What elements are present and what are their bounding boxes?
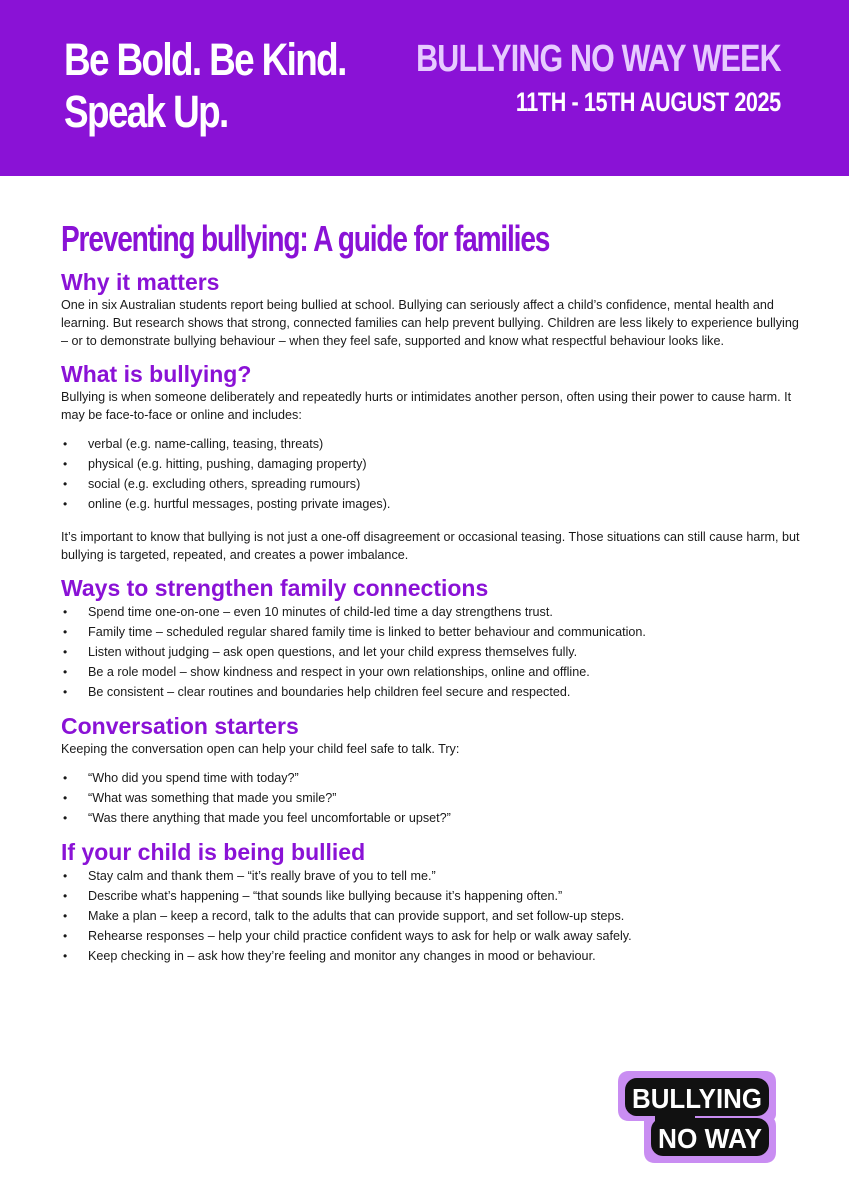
section-paragraph: Bullying is when someone deliberately and repeatedly hurts or intimidates another person, often using their power to cause harm. It may be face-to-face or online and includes: bbox=[61, 390, 792, 422]
tagline-line-1: Be Bold. Be Kind. bbox=[64, 34, 346, 85]
list-item: • “Who did you spend time with today?” bbox=[61, 768, 801, 788]
list-item: • “What was something that made you smile?” bbox=[61, 788, 801, 808]
bullying-no-way-logo bbox=[615, 1068, 779, 1166]
list-item: • Be consistent – clear routines and boundaries help children feel secure and respected. bbox=[61, 682, 801, 702]
child-bullied-list bbox=[61, 866, 801, 966]
list-item: • Keep checking in – ask how they’re feeling and monitor any changes in mood or behaviour. bbox=[61, 946, 801, 966]
section-heading: Conversation starters bbox=[61, 713, 299, 739]
list-item: • “Was there anything that made you feel uncomfortable or upset?” bbox=[61, 808, 801, 828]
list-item: • Be a role model – show kindness and respect in your own relationships, online and offline. bbox=[61, 662, 801, 682]
list-item: • Rehearse responses – help your child practice confident ways to ask for help or walk away safely. bbox=[61, 926, 801, 946]
section-conversation-starters bbox=[61, 712, 801, 828]
document-body bbox=[61, 214, 801, 966]
event-title: BULLYING NO WAY WEEK bbox=[416, 38, 781, 80]
list-item: • Listen without judging – ask open questions, and let your child express themselves fully. bbox=[61, 642, 801, 662]
list-item: • Stay calm and thank them – “it’s really brave of you to tell me.” bbox=[61, 866, 801, 886]
list-item: • Spend time one-on-one – even 10 minutes of child-led time a day strengthens trust. bbox=[61, 602, 801, 622]
section-heading: If your child is being bullied bbox=[61, 839, 366, 865]
section-heading: What is bullying? bbox=[61, 361, 252, 387]
conversation-starters-list bbox=[61, 768, 801, 828]
section-what-is-bullying bbox=[61, 360, 801, 564]
family-connections-list bbox=[61, 602, 801, 702]
list-item: • verbal (e.g. name-calling, teasing, threats) bbox=[61, 434, 801, 454]
event-info bbox=[325, 38, 781, 118]
list-item: • Make a plan – keep a record, talk to the adults that can provide support, and set follow-up steps. bbox=[61, 906, 801, 926]
list-item: • social (e.g. excluding others, spreading rumours) bbox=[61, 474, 801, 494]
tagline bbox=[64, 34, 346, 138]
logo-line-2: NO WAY bbox=[658, 1123, 763, 1154]
section-heading: Why it matters bbox=[61, 269, 220, 295]
section-paragraph: It’s important to know that bullying is not just a one-off disagreement or occasional teasing. Those situations can still cause harm, but bullying is targeted, repeated, and creates a power imbalance. bbox=[61, 530, 800, 562]
list-item: • online (e.g. hurtful messages, posting private images). bbox=[61, 494, 801, 514]
section-heading: Ways to strengthen family connections bbox=[61, 575, 489, 601]
section-paragraph: Keeping the conversation open can help your child feel safe to talk. Try: bbox=[61, 742, 460, 756]
list-item: • Family time – scheduled regular shared family time is linked to better behaviour and communication. bbox=[61, 622, 801, 642]
header-banner bbox=[0, 0, 849, 176]
section-child-being-bullied bbox=[61, 838, 801, 966]
event-dates: 11TH - 15TH AUGUST 2025 bbox=[516, 87, 781, 117]
list-item: • physical (e.g. hitting, pushing, damaging property) bbox=[61, 454, 801, 474]
section-why-it-matters bbox=[61, 268, 801, 350]
section-paragraph: One in six Australian students report being bullied at school. Bullying can seriously affect a child’s confidence, mental health and learning. But research shows that strong, connected families can help prevent bullying. Children are less likely to experience bullying – or to demonstrate bullying behaviour – when they feel safe, supported and know what respectful behaviour looks like. bbox=[61, 298, 799, 348]
list-item: • Describe what’s happening – “that sounds like bullying because it’s happening often.” bbox=[61, 886, 801, 906]
tagline-line-2: Speak Up. bbox=[64, 86, 228, 137]
page-title: Preventing bullying: A guide for families bbox=[61, 218, 550, 259]
logo-line-1: BULLYING bbox=[632, 1083, 762, 1114]
bullying-types-list bbox=[61, 434, 801, 514]
section-family-connections bbox=[61, 574, 801, 702]
